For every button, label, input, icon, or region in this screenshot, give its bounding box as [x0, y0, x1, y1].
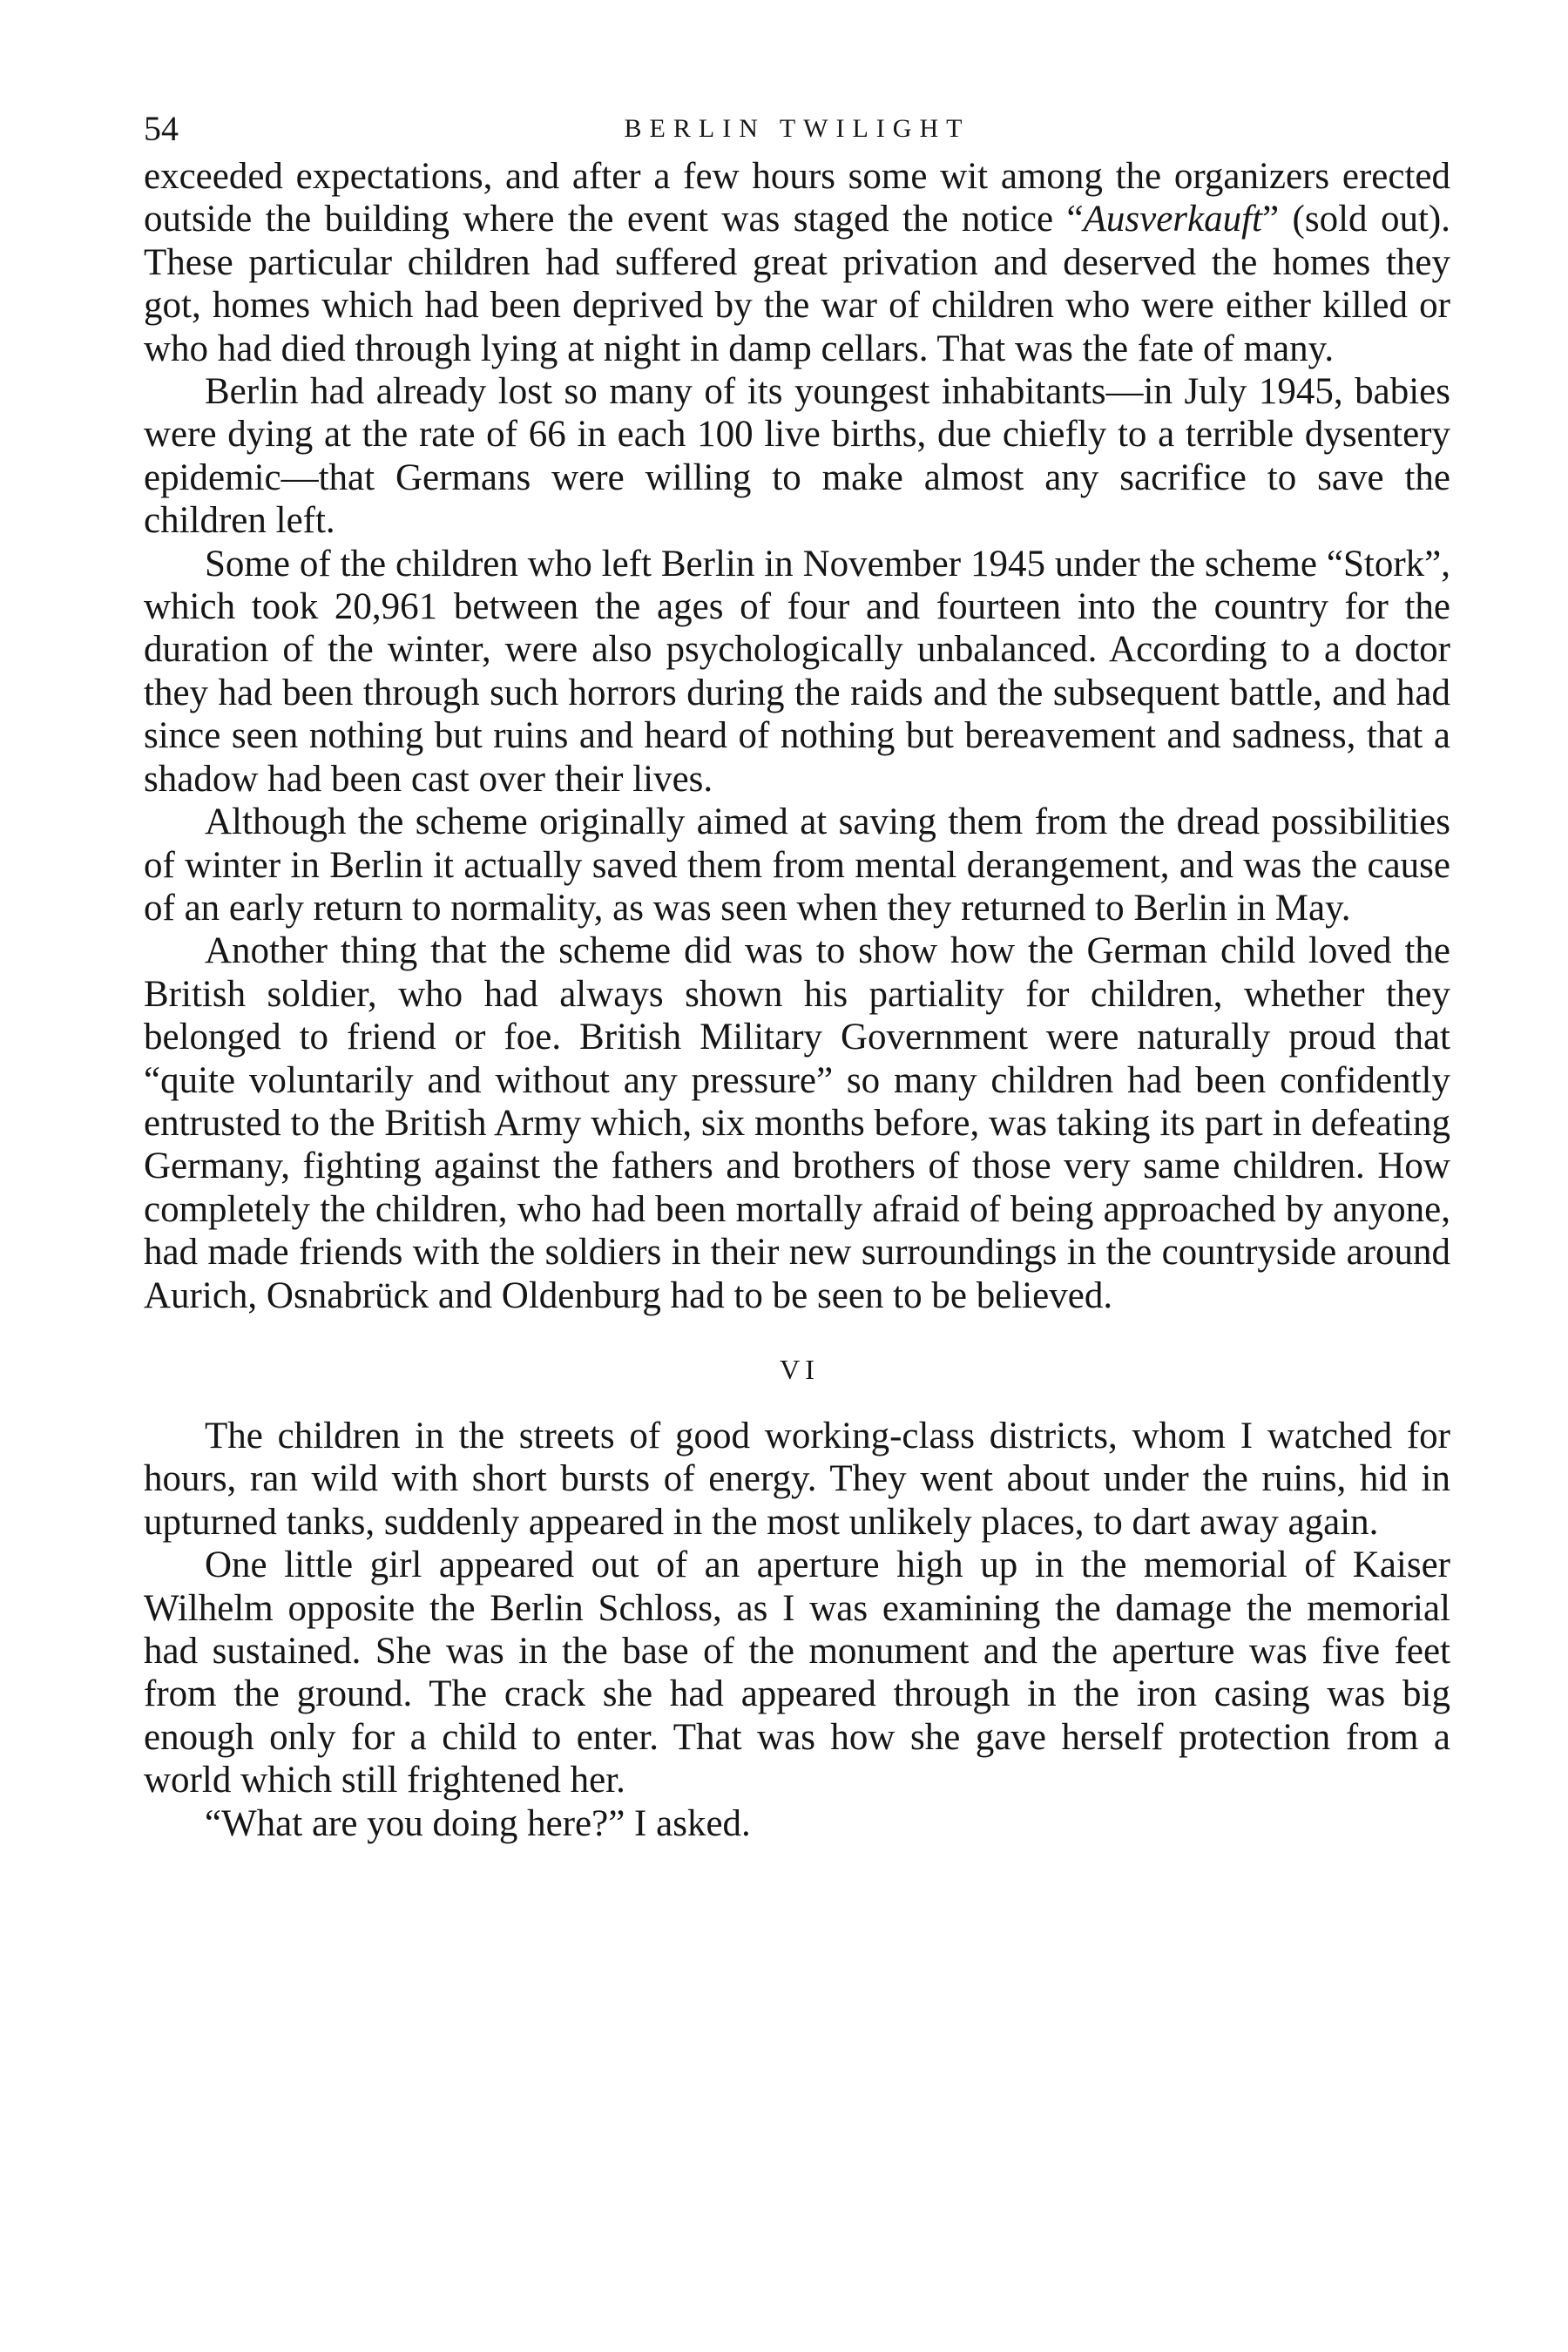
paragraph: Berlin had already lost so many of its youngest inhabitants—in July 1945, babies were dying at the rate of 66 in each 100 live births, due chiefly to a terrible dysentery epidemic—that Germans were willing to make almost any sacrifice to save the children left. [144, 371, 1450, 542]
italic-term: Ausverkauft [1083, 199, 1263, 240]
paragraph: One little girl appeared out of an aperture high up in the memorial of Kaiser Wilhelm opposite the Berlin Schloss, as I was examining the damage the memorial had sustained. She was in the base of the monument and the aperture was five feet from the ground. The crack she had appeared through in the iron casing was big enough only for a child to enter. That was how she gave herself protection from a world which still frightened her. [144, 1544, 1450, 1801]
page-number: 54 [144, 109, 179, 148]
section-heading [144, 1317, 1450, 1415]
body-text-section-v [144, 155, 1450, 1317]
paragraph-continued [144, 155, 1450, 370]
paragraph: Although the scheme originally aimed at saving them from the dread possibilities of winter in Berlin it actually saved them from mental derangement, and was the cause of an early return to normality, as was seen when they returned to Berlin in May. [144, 801, 1450, 929]
paragraph: Some of the children who left Berlin in November 1945 under the scheme “Stork”, which took 20,961 between the ages of four and fourteen into the country for the duration of the winter, were also psychologically unbalanced. According to a doctor they had been through such horrors during the raids and the subsequent battle, and had since seen nothing but ruins and heard of nothing but bereavement and sadness, that a shadow had been cast over their lives. [144, 543, 1450, 800]
section-number: VI [780, 1353, 820, 1385]
body-text-section-vi [144, 1415, 1450, 1845]
paragraph: Another thing that the scheme did was to show how the German child loved the British soldier, who had always shown his partiality for children, whether they belonged to friend or foe. British Military Government were naturally proud that “quite voluntarily and without any pressure” so many children had been confidently entrusted to the British Army which, six months before, was taking its part in defeating Germany, fighting against the fathers and brothers of those very same children. How completely the children, who had been mortally afraid of being approached by anyone, had made friends with the soldiers in their new surroundings in the countryside around Aurich, Osnabrück and Oldenburg had to be seen to be believed. [144, 930, 1450, 1316]
running-title: BERLIN TWILIGHT [624, 114, 970, 143]
book-page [144, 103, 1450, 1845]
paragraph-text-part: exceeded expectations, and after a few hours some wit among the organizers erected outside the building where the event was staged the notice “ [144, 156, 1450, 240]
paragraph: “What are you doing here?” I asked. [205, 1802, 751, 1844]
paragraph-text-part: ” (sold out). These particular children had suffered great privation and deserved the homes they got, homes which had been deprived by the war of children who were either killed or who had died through lying at night in damp cellars. That was the fate of many. [144, 199, 1451, 369]
running-head [144, 103, 1450, 155]
paragraph: The children in the streets of good working-class districts, whom I watched for hours, ran wild with short bursts of energy. They went about under the ruins, hid in upturned tanks, suddenly appeared in the most unlikely places, to dart away again. [144, 1415, 1450, 1543]
